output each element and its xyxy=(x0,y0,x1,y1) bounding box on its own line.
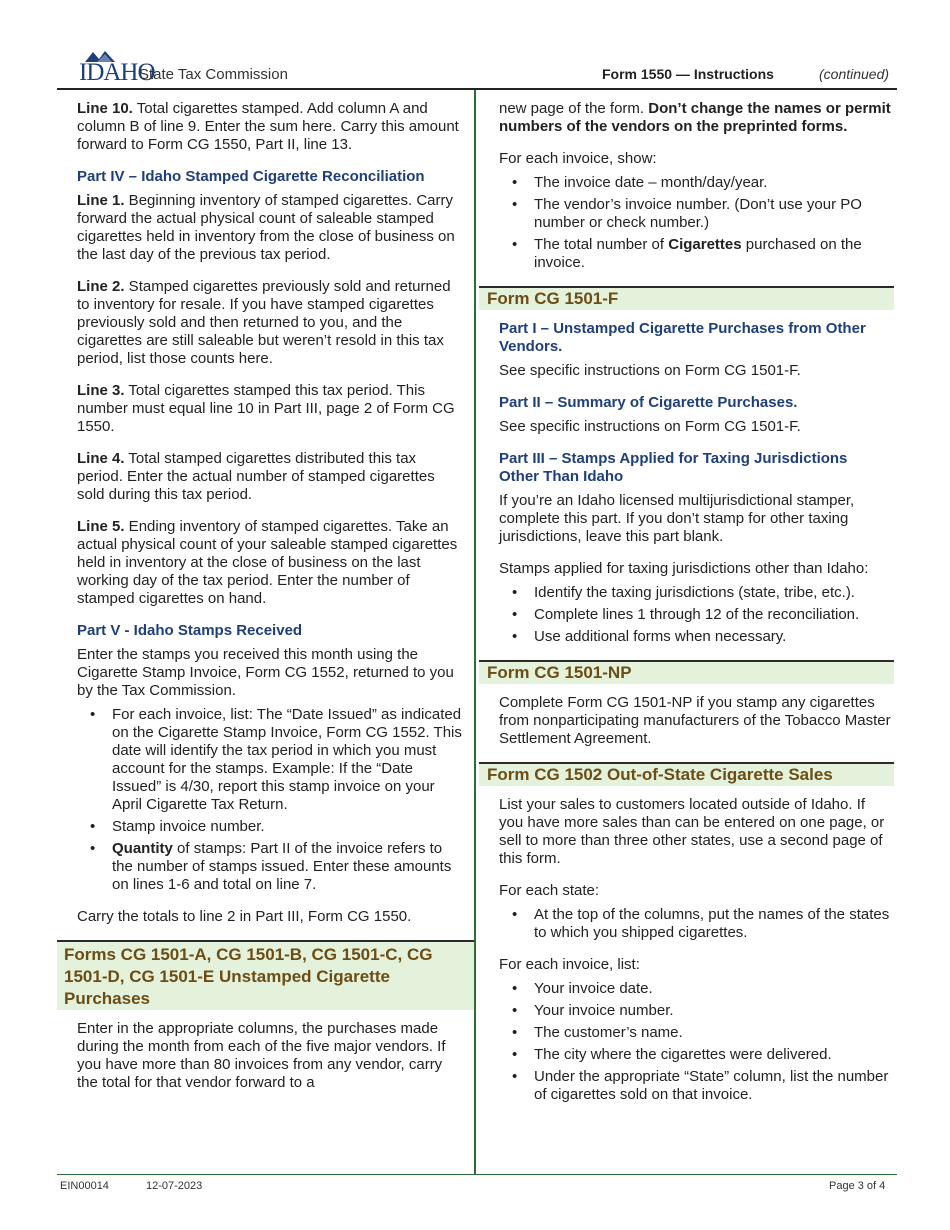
f-part-iii-heading: Part III – Stamps Applied for Taxing Jurisdictions Other Than Idaho xyxy=(499,450,848,485)
f-part-ii-heading: Part II – Summary of Cigarette Purchases. xyxy=(499,394,798,411)
f-part-i-heading: Part I – Unstamped Cigarette Purchases from Other Vendors. xyxy=(499,320,866,355)
line-10-label: Line 10. xyxy=(77,100,133,117)
line-text: Total stamped cigarettes distributed this tax period. Enter the actual number of stamped cigarettes sold during this tax period. xyxy=(77,450,435,503)
list-item: • The vendor’s invoice number. (Don’t use your PO number or check number.) xyxy=(499,196,891,232)
bullet-text: purchased on the invoice. xyxy=(534,236,862,271)
list-item: • Stamp invoice number. xyxy=(77,818,462,836)
page-header xyxy=(57,48,897,90)
list-item: • The customer’s name. xyxy=(499,1024,891,1042)
list-item: • At the top of the columns, put the names of the states to which you shipped cigarettes. xyxy=(499,906,891,942)
agency-name: State Tax Commission xyxy=(139,66,288,83)
continued-bold: Don’t change the names or permit numbers of the vendors on the preprinted forms. xyxy=(499,100,891,135)
part-v-heading: Part V - Idaho Stamps Received xyxy=(77,622,303,639)
list-item: • Identify the taxing jurisdictions (state, tribe, etc.). xyxy=(499,584,891,602)
footer-date: 12-07-2023 xyxy=(146,1180,203,1192)
each-state: For each state: xyxy=(499,882,600,899)
list-item: • The city where the cigarettes were delivered. xyxy=(499,1046,891,1064)
part-v-intro: Enter the stamps you received this month using the Cigarette Stamp Invoice, Form CG 1552, returned to you by the Tax Commission. xyxy=(77,646,454,699)
list-item: • Use additional forms when necessary. xyxy=(499,628,891,646)
line-label: Line 1. xyxy=(77,192,125,209)
show-bullets xyxy=(499,174,891,272)
f-part-iii-bullets xyxy=(499,584,891,646)
part-v-bullets xyxy=(77,706,462,894)
each-invoice-list: For each invoice, list: xyxy=(499,956,640,973)
line-label: Line 2. xyxy=(77,278,125,295)
list-item xyxy=(499,236,891,272)
f-part-iii-text: If you’re an Idaho licensed multijurisdictional stamper, complete this part. If you don’t stamp for other taxing jurisdictions, leave this part blank. xyxy=(499,492,855,545)
form-cg-1501-np-heading: Form CG 1501-NP xyxy=(479,660,894,684)
list-item: • For each invoice, list: The “Date Issued” as indicated on the Cigarette Stamp Invoice, Form CG 1552. This date will identify the tax period in which you must account for the stamps. Example: If the “Date Issued” is 4/30, report this stamp invoice on your April Cigarette Tax Return. xyxy=(77,706,462,814)
form-cg-1502-heading: Form CG 1502 Out-of-State Cigarette Sales xyxy=(479,762,894,786)
list-item: • Your invoice date. xyxy=(499,980,891,998)
line-text: Total cigarettes stamped this tax period. This number must equal line 10 in Part III, page 2 of Form CG 1550. xyxy=(77,382,455,435)
part-iv-line-5 xyxy=(77,518,462,608)
line-text: Stamped cigarettes previously sold and returned to inventory for resale. If you have stamped cigarettes previously sold and then returned to you, and the cigarettes are still saleable but weren’t resold in this tax period, list those counts here. xyxy=(77,278,451,367)
line-10-text: Total cigarettes stamped. Add column A and column B of line 9. Enter the sum here. Carry this amount forward to Form CG 1550, Part II, line 13. xyxy=(77,100,459,153)
footer-code: EIN00014 xyxy=(60,1180,109,1192)
right-column xyxy=(487,100,891,1118)
form-title: Form 1550 — Instructions xyxy=(602,66,774,82)
footer-page: Page 3 of 4 xyxy=(829,1180,886,1192)
line-label: Line 4. xyxy=(77,450,125,467)
idaho-logo xyxy=(67,48,155,86)
list-item: • Under the appropriate “State” column, list the number of cigarettes sold on that invoice. xyxy=(499,1068,891,1104)
np-text: Complete Form CG 1501-NP if you stamp any cigarettes from nonparticipating manufacturers of the Tobacco Master Settlement Agreement. xyxy=(499,694,891,747)
oos-text: List your sales to customers located outside of Idaho. If you have more sales than can be entered on one page, or sell to more than three other states, use a second page of this form. xyxy=(499,796,885,867)
part-iv-line-4 xyxy=(77,450,462,504)
column-divider xyxy=(474,90,476,1174)
form-cg-1501-f-heading: Form CG 1501-F xyxy=(479,286,894,310)
left-column xyxy=(64,100,462,1106)
forms-cg-1501-a-e-heading: Forms CG 1501-A, CG 1501-B, CG 1501-C, CG 1501-D, CG 1501-E Unstamped Cigarette Purchases xyxy=(57,940,474,1010)
bullet-text: The total number of xyxy=(534,236,669,253)
footer-rule xyxy=(57,1174,897,1175)
f-part-ii-text: See specific instructions on Form CG 1501-F. xyxy=(499,418,801,435)
continued-text: new page of the form. xyxy=(499,100,649,117)
quantity-text: of stamps: Part II of the invoice refers to the number of stamps issued. Enter these amounts on lines 1-6 and total on line 7. xyxy=(112,840,452,893)
state-bullets xyxy=(499,906,891,942)
header-rule xyxy=(57,88,897,90)
continued-paragraph xyxy=(499,100,891,136)
quantity-bold: Quantity xyxy=(112,840,173,857)
part-iv-heading: Part IV – Idaho Stamped Cigarette Reconciliation xyxy=(77,168,425,185)
invoice-list-bullets xyxy=(499,980,891,1104)
line-label: Line 5. xyxy=(77,518,125,535)
part-v-carry: Carry the totals to line 2 in Part III, Form CG 1550. xyxy=(77,908,412,925)
part-iv-line-3 xyxy=(77,382,462,436)
list-item: • Complete lines 1 through 12 of the reconciliation. xyxy=(499,606,891,624)
each-invoice-show: For each invoice, show: xyxy=(499,150,657,167)
list-item xyxy=(77,840,462,894)
line-10-paragraph xyxy=(77,100,462,154)
f-part-iii-applied: Stamps applied for taxing jurisdictions other than Idaho: xyxy=(499,560,869,577)
list-item: • Your invoice number. xyxy=(499,1002,891,1020)
forms-cg-1501-a-e-text: Enter in the appropriate columns, the purchases made during the month from each of the five major vendors. If you have more than 80 invoices from any vendor, carry the total for that vendor forward to a xyxy=(77,1020,446,1091)
f-part-i-text: See specific instructions on Form CG 1501-F. xyxy=(499,362,801,379)
continued-label: (continued) xyxy=(819,66,890,82)
part-iv-line-1 xyxy=(77,192,462,264)
line-text: Beginning inventory of stamped cigarettes. Carry forward the actual physical count of saleable stamped cigarettes held in inventory from the close of business on the last day of the previous tax period. xyxy=(77,192,455,263)
line-text: Ending inventory of stamped cigarettes. Take an actual physical count of your saleable stamped cigarettes held in inventory at the close of business on the last working day of the tax period. Enter the number of stamped cigarettes on hand. xyxy=(77,518,458,607)
part-iv-line-2 xyxy=(77,278,462,368)
list-item: • The invoice date – month/day/year. xyxy=(499,174,891,192)
line-label: Line 3. xyxy=(77,382,125,399)
bullet-bold: Cigarettes xyxy=(668,236,742,253)
logo-word: IDAHO xyxy=(79,59,155,86)
